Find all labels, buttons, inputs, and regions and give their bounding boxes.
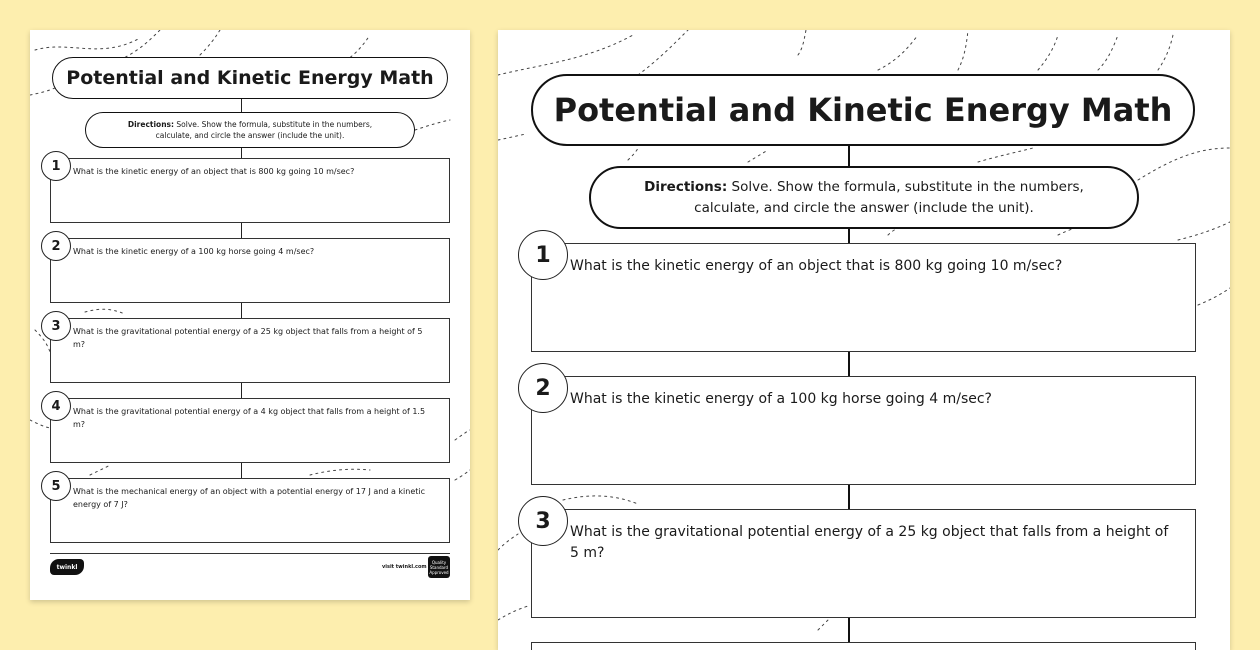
question-answer-box[interactable] xyxy=(531,642,1196,650)
quality-badge-icon: Quality Standard Approved xyxy=(428,556,450,578)
connector-line xyxy=(848,229,850,243)
directions-line-1 xyxy=(128,119,372,130)
question-number-badge: 5 xyxy=(41,471,71,501)
question-text: What is the kinetic energy of a 100 kg horse going 4 m/sec? xyxy=(570,391,992,407)
connector-line xyxy=(241,98,242,113)
question-text: What is the gravitational potential energy of a 25 kg object that falls from a height of 5 m? xyxy=(570,524,1169,561)
question-answer-box[interactable] xyxy=(50,318,450,383)
worksheet-title-text: Potential and Kinetic Energy Math xyxy=(66,67,434,89)
directions-text-2: calculate, and circle the answer (include the unit). xyxy=(155,131,345,140)
question-text: What is the mechanical energy of an object with a potential energy of 17 J and a kinetic energy of 7 J? xyxy=(73,487,426,509)
worksheet-title xyxy=(52,57,448,99)
question-number-badge: 4 xyxy=(41,391,71,421)
directions-label: Directions: xyxy=(127,120,175,129)
footer-divider xyxy=(50,553,450,554)
question-answer-box[interactable] xyxy=(50,478,450,543)
question-answer-box[interactable] xyxy=(531,509,1196,618)
question-number-badge: 3 xyxy=(41,311,71,341)
question-number-badge: 2 xyxy=(518,363,568,413)
connector-line xyxy=(241,223,242,238)
connector-line xyxy=(241,463,242,478)
directions-text-1: Solve. Show the formula, substitute in the numbers, xyxy=(731,178,1084,195)
connector-line xyxy=(848,352,850,376)
visit-link[interactable]: visit twinkl.com xyxy=(382,564,427,570)
question-answer-box[interactable] xyxy=(50,238,450,303)
directions-text-1: Solve. Show the formula, substitute in the numbers, xyxy=(176,120,373,129)
worksheet-thumbnail xyxy=(30,30,470,600)
connector-line xyxy=(241,383,242,398)
question-text: What is the gravitational potential energy of a 25 kg object that falls from a height of 5 m? xyxy=(73,327,423,349)
question-text: What is the gravitational potential energy of a 4 kg object that falls from a height of 1.5 m? xyxy=(73,407,426,429)
question-answer-box[interactable] xyxy=(531,243,1196,352)
question-text: What is the kinetic energy of an object that is 800 kg going 10 m/sec? xyxy=(73,167,355,176)
worksheet-zoomed xyxy=(498,30,1230,650)
question-answer-box[interactable] xyxy=(50,398,450,463)
twinkl-logo: twinkl xyxy=(50,559,84,575)
connector-line xyxy=(241,303,242,318)
question-text: What is the kinetic energy of a 100 kg horse going 4 m/sec? xyxy=(73,247,315,256)
connector-line xyxy=(848,146,850,166)
question-answer-box[interactable] xyxy=(50,158,450,223)
directions-text-2: calculate, and circle the answer (include the unit). xyxy=(694,199,1034,216)
question-number-badge: 1 xyxy=(41,151,71,181)
question-number-badge: 2 xyxy=(41,231,71,261)
worksheet-title-text: Potential and Kinetic Energy Math xyxy=(553,91,1173,129)
question-number-badge: 3 xyxy=(518,496,568,546)
question-number-badge: 1 xyxy=(518,230,568,280)
question-answer-box[interactable] xyxy=(531,376,1196,485)
directions-box xyxy=(85,112,415,148)
directions-box xyxy=(589,166,1139,229)
question-text: What is the kinetic energy of an object that is 800 kg going 10 m/sec? xyxy=(570,258,1063,274)
connector-line xyxy=(241,148,242,158)
directions-label: Directions: xyxy=(644,178,728,195)
connector-line xyxy=(848,485,850,509)
directions-line-1 xyxy=(644,177,1084,198)
worksheet-title xyxy=(531,74,1195,146)
